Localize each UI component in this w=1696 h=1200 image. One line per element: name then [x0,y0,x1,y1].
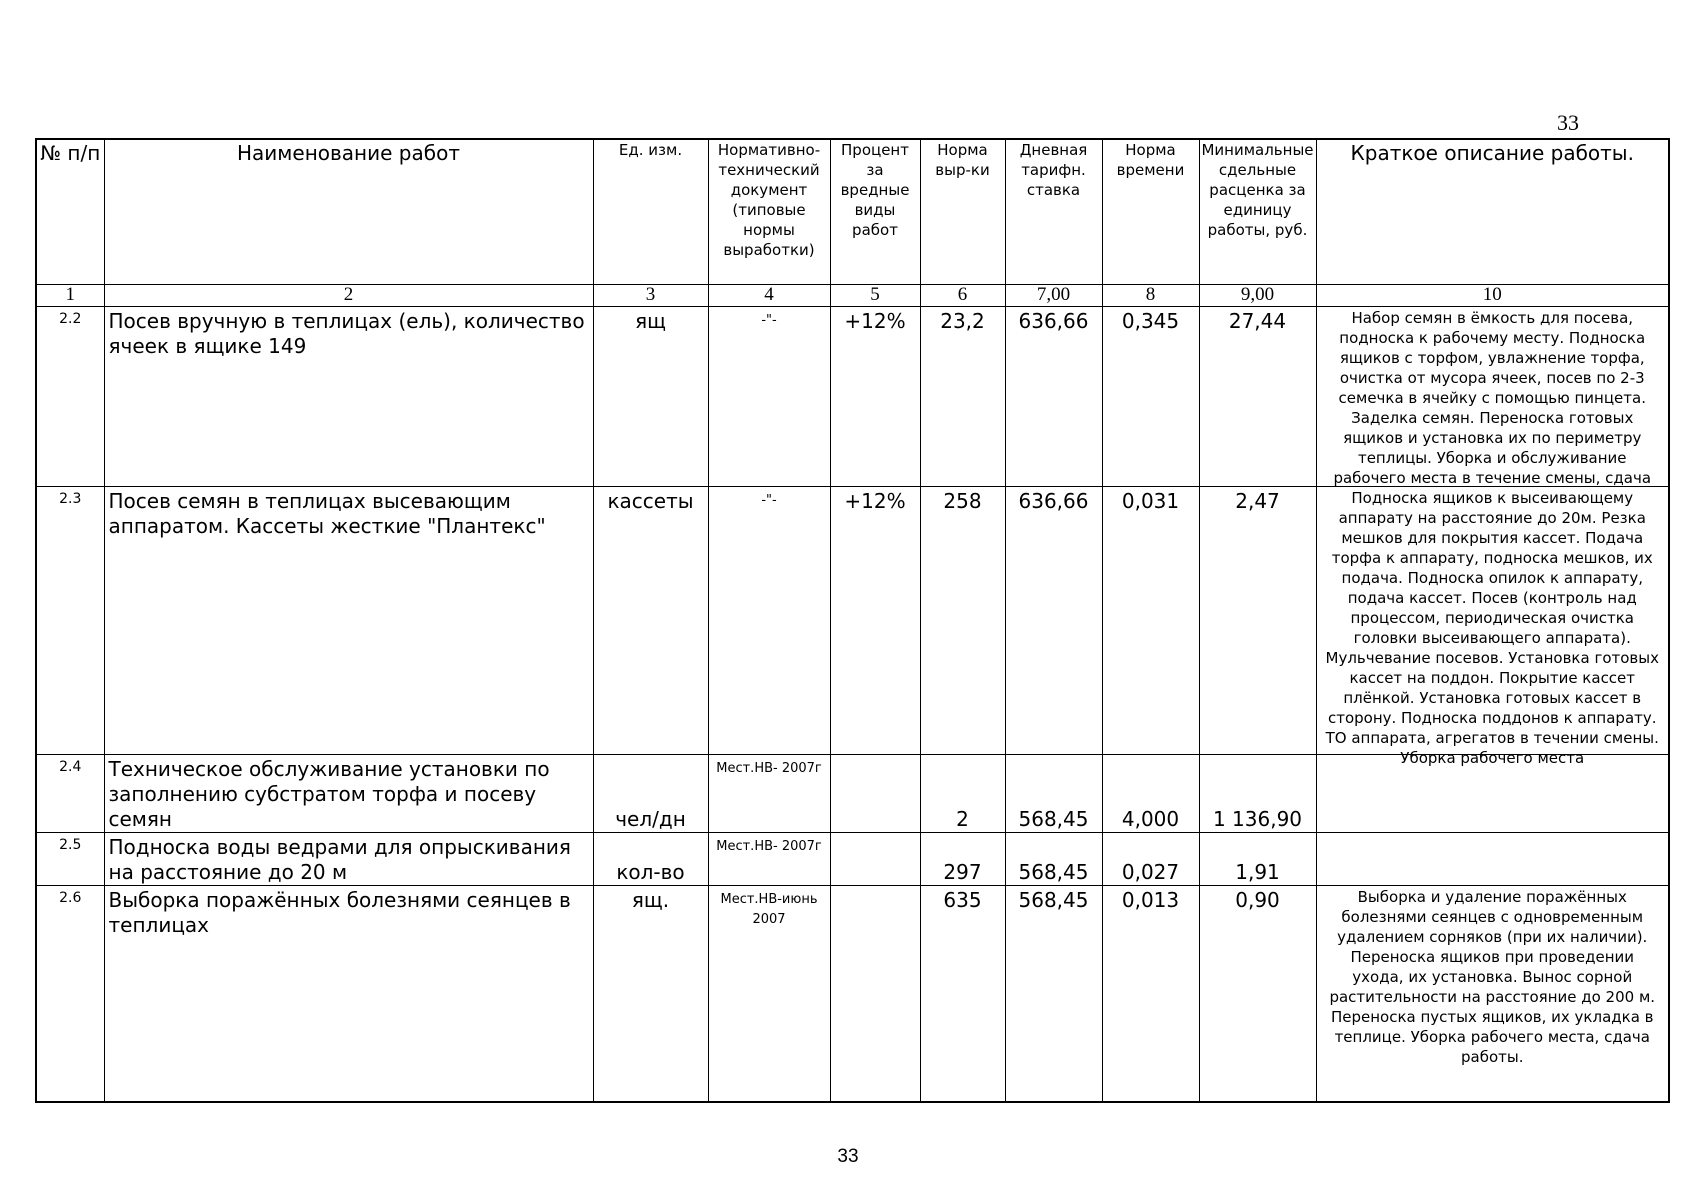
column-number: 7,00 [1005,284,1102,306]
norm-time: 0,345 [1102,306,1199,486]
column-number: 8 [1102,284,1199,306]
norm-time: 0,013 [1102,885,1199,1102]
header-min-piece-rate: Минимальные сдельные расценка за единицу работы, руб. [1199,139,1316,284]
min-piece-rate: 0,90 [1199,885,1316,1102]
norm-output: 2 [920,754,1005,832]
table-row [36,832,1669,885]
norm-time: 0,027 [1102,832,1199,885]
unit: чел/дн [593,754,708,832]
column-number: 3 [593,284,708,306]
header-percent: Процент за вредные виды работ [830,139,920,284]
column-number: 10 [1316,284,1669,306]
header-name: Наименование работ [104,139,593,284]
column-number: 4 [708,284,830,306]
work-description: Выборка и удаление поражённых болезнями сеянцев с одновременным удалением сорняков (при их наличии). Переноска ящиков при проведении ухода, их установка. Вынос сорной растительности на расстояние до 200 м. Переноска пустых ящиков, их укладка в теплице. Уборка рабочего места, сдача работы. [1316,885,1669,1102]
norm-output: 297 [920,832,1005,885]
work-description-cell [1316,486,1669,767]
daily-rate: 568,45 [1005,754,1102,832]
daily-rate: 568,45 [1005,885,1102,1102]
work-name: Техническое обслуживание установки по заполнению субстратом торфа и посеву семян [104,754,593,832]
header-row [36,139,1669,284]
work-description-cell [1316,306,1669,486]
hazard-percent: +12% [830,306,920,486]
norm-time: 0,031 [1102,486,1199,754]
unit: ящ [593,306,708,486]
header-norm-time: Норма времени [1102,139,1199,284]
work-description [1316,832,1669,885]
work-description: Набор семян в ёмкость для посева, подноска к рабочему месту. Подноска ящиков с торфом, увлажнение торфа, очистка от мусора ячеек, посев по 2-3 семечка в ячейку с помощью пинцета. Заделка семян. Переноска готовых ящиков и установка их по периметру теплицы. Уборка и обслуживание рабочего места в течение смены, сдача [1333,308,1652,487]
column-number-row [36,284,1669,306]
header-description: Краткое описание работы. [1316,139,1669,284]
header-no: № п/п [36,139,104,284]
header-daily-rate: Дневная тарифн. ставка [1005,139,1102,284]
min-piece-rate: 27,44 [1199,306,1316,486]
work-name: Выборка поражённых болезнями сеянцев в теплицах [104,885,593,1102]
daily-rate: 636,66 [1005,306,1102,486]
norm-document: Мест.НВ- 2007г [708,832,830,885]
table-row [36,486,1669,754]
norm-document: Мест.НВ-июнь 2007 [708,885,830,1102]
daily-rate: 568,45 [1005,832,1102,885]
table-row [36,306,1669,486]
norm-output: 258 [920,486,1005,754]
norm-time: 4,000 [1102,754,1199,832]
header-unit: Ед. изм. [593,139,708,284]
header-doc: Нормативно-технический документ (типовые нормы выработки) [708,139,830,284]
header-norm-output: Норма выр-ки [920,139,1005,284]
norm-output: 635 [920,885,1005,1102]
page-number-top: 33 [1557,110,1579,135]
column-number: 2 [104,284,593,306]
column-number: 1 [36,284,104,306]
table-row [36,885,1669,1102]
hazard-percent [830,832,920,885]
work-name: Посев семян в теплицах высевающим аппаратом. Кассеты жесткие "Плантекс" [104,486,593,754]
column-number: 5 [830,284,920,306]
row-number: 2.4 [36,754,104,832]
hazard-percent: +12% [830,486,920,754]
hazard-percent [830,754,920,832]
unit: кол-во [593,832,708,885]
min-piece-rate: 1,91 [1199,832,1316,885]
norm-output: 23,2 [920,306,1005,486]
column-number: 6 [920,284,1005,306]
work-name: Подноска воды ведрами для опрыскивания на расстояние до 20 м [104,832,593,885]
row-number: 2.3 [36,486,104,754]
min-piece-rate: 2,47 [1199,486,1316,754]
daily-rate: 636,66 [1005,486,1102,754]
work-norms-table [35,138,1670,1103]
unit: кассеты [593,486,708,754]
min-piece-rate: 1 136,90 [1199,754,1316,832]
work-name: Посев вручную в теплицах (ель), количество ячеек в ящике 149 [104,306,593,486]
row-number: 2.2 [36,306,104,486]
norm-document: -"- [708,306,830,486]
hazard-percent [830,885,920,1102]
unit: ящ. [593,885,708,1102]
norm-document: -"- [708,486,830,754]
work-description: Подноска ящиков к высеивающему аппарату на расстояние до 20м. Резка мешков для покрытия кассет. Подача торфа к аппарату, подноска мешков, их подача. Подноска опилок к аппарату, подача кассет. Посев (контроль над процессом, периодическая очистка головки высеивающего аппарата). Мульчевание посевов. Установка готовых кассет на поддон. Покрытие кассет плёнкой. Установка готовых кассет в сторону. Подноска поддонов к аппарату. ТО аппарата, агрегатов в течении смены. Уборка рабочего места [1325,488,1659,767]
norm-document: Мест.НВ- 2007г [708,754,830,832]
page-number-bottom: 33 [837,1146,859,1167]
column-number: 9,00 [1199,284,1316,306]
row-number: 2.5 [36,832,104,885]
row-number: 2.6 [36,885,104,1102]
